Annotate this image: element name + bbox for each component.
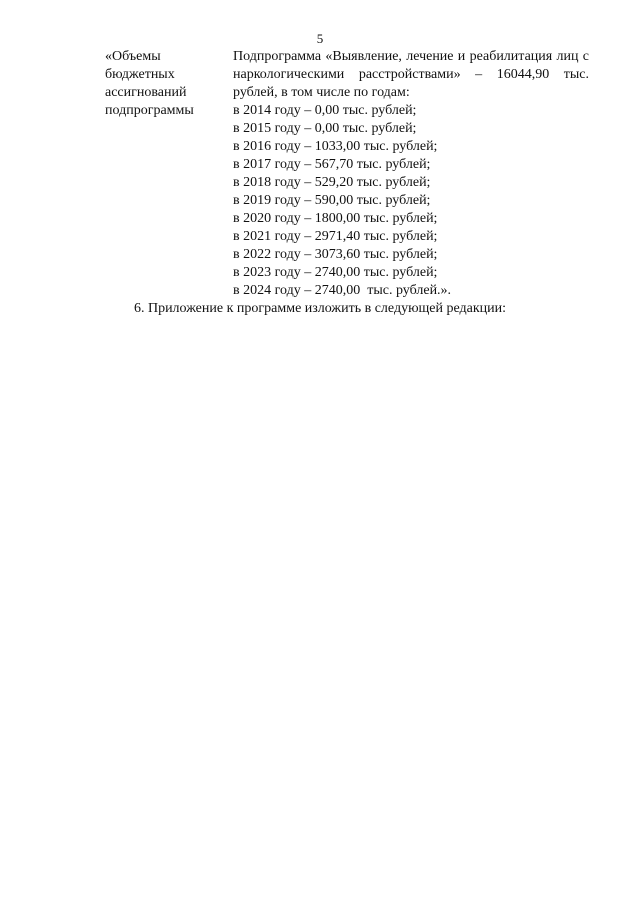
budget-label-line: подпрограммы: [105, 103, 194, 118]
subprogram-intro-line: тыс. рублей, в том числе по годам:: [233, 67, 590, 100]
year-funding-line: в 2024 году – 2740,00 тыс. рублей.».: [233, 283, 452, 298]
budget-label-line: ассигнований: [105, 85, 187, 100]
closing-paragraph: 6. Приложение к программе изложить в следующей редакции:: [133, 301, 507, 316]
year-funding-line: в 2015 году – 0,00 тыс. рублей;: [233, 121, 417, 136]
year-funding-line: в 2014 году – 0,00 тыс. рублей;: [233, 103, 417, 118]
year-funding-line: в 2021 году – 2971,40 тыс. рублей;: [233, 229, 438, 244]
budget-label-line: «Объемы: [105, 49, 161, 64]
year-funding-line: в 2022 году – 3073,60 тыс. рублей;: [233, 247, 438, 262]
budget-label: [105, 48, 225, 120]
year-funding-line: в 2020 году – 1800,00 тыс. рублей;: [233, 211, 438, 226]
budget-details: [233, 48, 589, 300]
year-funding-line: в 2016 году – 1033,00 тыс. рублей;: [233, 139, 438, 154]
subprogram-intro: [233, 48, 589, 102]
year-funding-line: в 2019 году – 590,00 тыс. рублей;: [233, 193, 431, 208]
year-funding-line: в 2018 году – 529,20 тыс. рублей;: [233, 175, 431, 190]
subprogram-intro-line: Подпрограмма «Выявление, лечение и реабилитация: [233, 49, 553, 64]
year-funding-line: в 2023 году – 2740,00 тыс. рублей;: [233, 265, 438, 280]
subprogram-intro-line: лиц с наркологическими расстройствами» – 16044,90: [233, 49, 589, 82]
budget-label-line: бюджетных: [105, 67, 175, 82]
page-number: 5: [316, 31, 324, 46]
year-funding-line: в 2017 году – 567,70 тыс. рублей;: [233, 157, 431, 172]
